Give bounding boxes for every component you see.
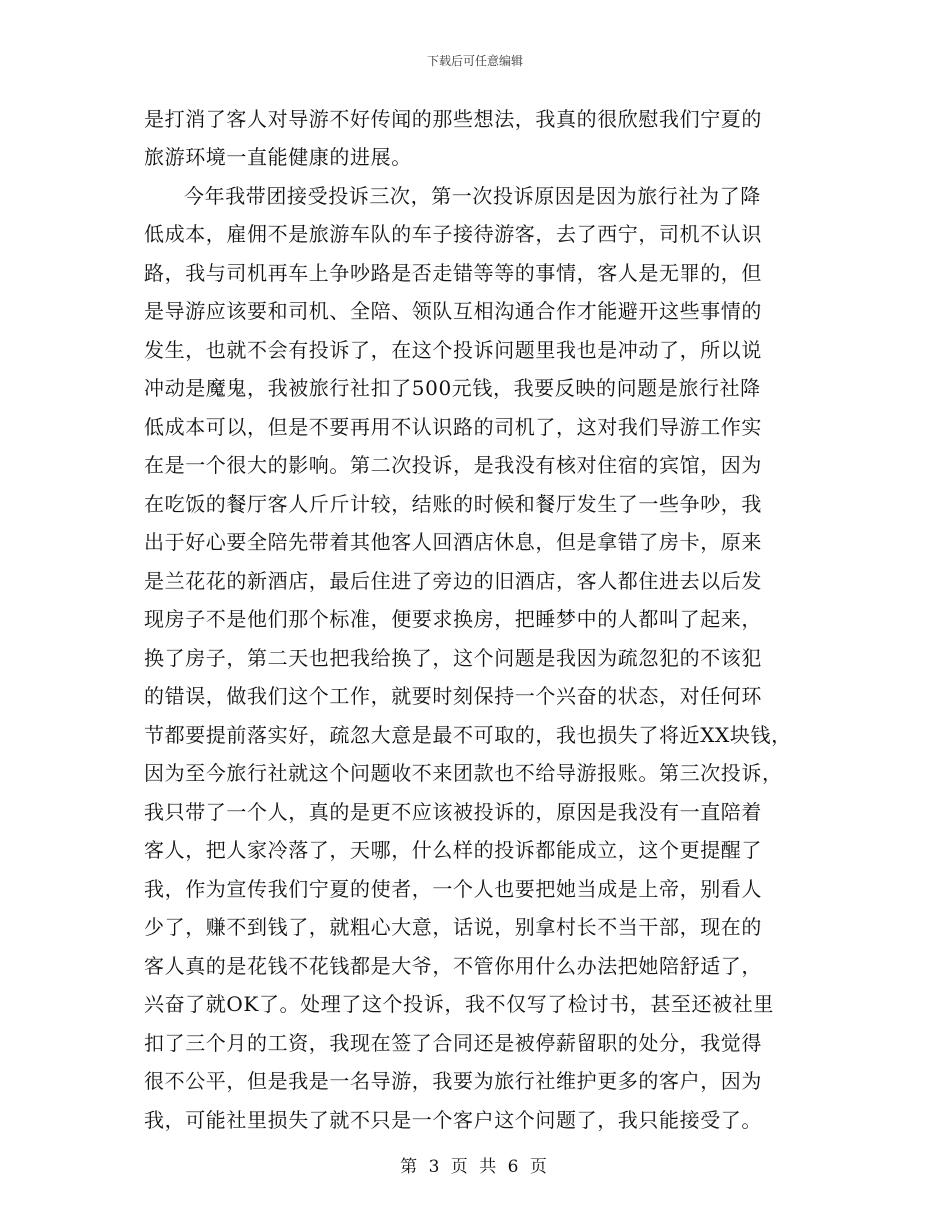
- text-line: 是兰花花的新酒店，最后住进了旁边的旧酒店，客人都住进去以后发: [144, 569, 762, 593]
- text-line: 旅游环境一直能健康的进展。: [144, 145, 412, 169]
- text-line: 在是一个很大的影响。第二次投诉，是我没有核对住宿的宾馆，因为: [144, 453, 762, 477]
- text-line: 发生，也就不会有投诉了，在这个投诉问题里我也是冲动了，所以说: [144, 338, 762, 362]
- text-line: 低成本可以，但是不要再用不认识路的司机了，这对我们导游工作实: [144, 415, 762, 439]
- text-line: 我，作为宣传我们宁夏的使者，一个人也要把她当成是上帝，别看人: [144, 877, 762, 901]
- text-line: 路，我与司机再车上争吵路是否走错等等的事情，客人是无罪的，但: [144, 261, 762, 285]
- text-line: 今年我带团接受投诉三次，第一次投诉原因是因为旅行社为了降: [184, 184, 761, 208]
- text-line: 冲动是魔鬼，我被旅行社扣了500元钱，我要反映的问题是旅行社降: [144, 376, 761, 400]
- text-line: 少了，赚不到钱了，就粗心大意，话说，别拿村长不当干部，现在的: [144, 915, 762, 939]
- text-line: 我，可能社里损失了就不只是一个客户这个问题了，我只能接受了。: [144, 1108, 762, 1132]
- text-line: 现房子不是他们那个标准，便要求换房，把睡梦中的人都叫了起来，: [144, 607, 762, 631]
- text-line: 是打消了客人对导游不好传闻的那些想法，我真的很欣慰我们宁夏的: [144, 107, 762, 131]
- text-line: 低成本，雇佣不是旅游车队的车子接待游客，去了西宁，司机不认识: [144, 222, 762, 246]
- text-line: 客人真的是花钱不花钱都是大爷，不管你用什么办法把她陪舒适了，: [144, 954, 762, 978]
- page-number-footer: 第 3 页 共 6 页: [400, 1157, 550, 1177]
- text-line: 是导游应该要和司机、全陪、领队互相沟通合作才能避开这些事情的: [144, 299, 762, 323]
- text-line: 很不公平，但是我是一名导游，我要为旅行社维护更多的客户，因为: [144, 1069, 762, 1093]
- text-line: 换了房子，第二天也把我给换了，这个问题是我因为疏忽犯的不该犯: [144, 646, 762, 670]
- text-line: 我只带了一个人，真的是更不应该被投诉的，原因是我没有一直陪着: [144, 800, 762, 824]
- text-line: 扣了三个月的工资，我现在签了合同还是被停薪留职的处分，我觉得: [144, 1031, 762, 1055]
- page-header: 下载后可任意编辑: [426, 54, 523, 68]
- text-line: 在吃饭的餐厅客人斤斤计较，结账的时候和餐厅发生了一些争吵，我: [144, 492, 762, 516]
- text-line: 的错误，做我们这个工作，就要时刻保持一个兴奋的状态，对任何环: [144, 684, 762, 708]
- text-line: 客人，把人家冷落了，天哪，什么样的投诉都能成立，这个更提醒了: [144, 838, 762, 862]
- text-line: 节都要提前落实好，疏忽大意是最不可取的，我也损失了将近XX块钱，: [144, 723, 792, 747]
- text-line: 因为至今旅行社就这个问题收不来团款也不给导游报账。第三次投诉，: [144, 761, 783, 785]
- text-line: 出于好心要全陪先带着其他客人回酒店休息，但是拿错了房卡，原来: [144, 530, 762, 554]
- text-line: 兴奋了就OK了。处理了这个投诉，我不仅写了检讨书，甚至还被社里: [144, 992, 774, 1016]
